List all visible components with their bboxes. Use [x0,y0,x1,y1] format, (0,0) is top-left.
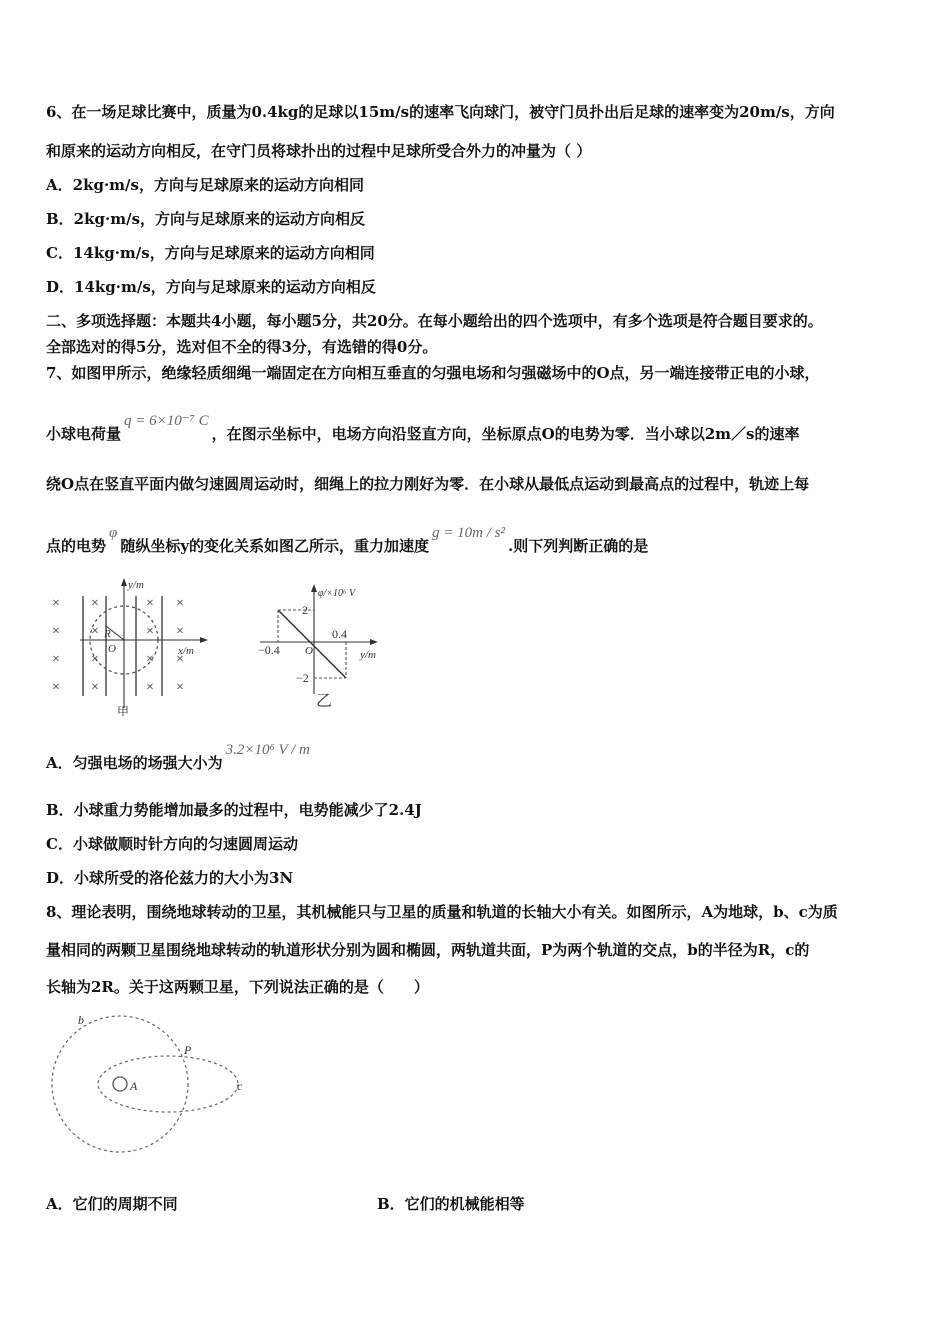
q6-option-d: D．14kg·m/s，方向与足球原来的运动方向相反 [46,278,376,296]
b-field-cross: × [52,680,60,695]
orbit-c-ellipse [98,1056,238,1112]
b-field-cross: × [52,596,60,611]
potential-line [278,610,346,678]
field-strength-formula: 3.2×10⁶ V / m [225,742,310,758]
q7-option-c: C．小球做顺时针方向的匀速圆周运动 [46,835,298,853]
b-field-cross: × [52,624,60,639]
g-formula: g = 10m / s² [432,525,506,541]
y-axis-label: y/m [128,579,144,591]
q8-stem-line-2: 量相同的两颗卫星围绕地球转动的轨道形状分别为圆和椭圆，两轨道共面，P为两个轨道的交点，b的半径为R，c的 [46,941,810,959]
q7-stem-line-4 [46,525,649,556]
q7-stem-4a: 点的电势 [46,537,107,555]
b-field-cross: × [176,652,184,667]
earth-a [113,1077,127,1091]
figure-yi [252,582,402,712]
q7-stem-2a: 小球电荷量 [46,425,122,443]
figure-jia [40,576,220,716]
tick-0.4: 0.4 [332,627,347,641]
q7-option-b: B．小球重力势能增加最多的过程中，电势能减少了2.4J [46,801,422,819]
b-field-cross: × [146,624,154,639]
origin-label: O [108,643,116,655]
orbit-b-circle [52,1016,188,1152]
b-field-cross: × [176,624,184,639]
q8-option-b: B．它们的机械能相等 [377,1195,525,1213]
b-field-cross: × [52,652,60,667]
b-field-cross: × [176,680,184,695]
q7-stem-4b: 随纵坐标y的变化关系如图乙所示，重力加速度 [120,537,430,555]
q6-stem-line-2: 和原来的运动方向相反，在守门员将球扑出的过程中足球所受合外力的冲量为（ ） [46,142,592,160]
section2-line-1: 二、多项选择题：本题共4小题，每小题5分，共20分。在每小题给出的四个选项中，有多个选项是符合题目要求的。 [46,312,823,330]
q6-option-a: A．2kg·m/s，方向与足球原来的运动方向相同 [46,176,364,194]
tick-neg2: −2 [296,671,309,685]
q6-option-c: C．14kg·m/s，方向与足球原来的运动方向相同 [46,244,375,262]
b-field-cross: × [91,596,99,611]
label-b: b [78,1013,84,1027]
b-field-cross: × [146,596,154,611]
q8-stem-line-3: 长轴为2R。关于这两颗卫星，下列说法正确的是（ ） [46,978,429,996]
b-field-cross: × [146,680,154,695]
x-axis-arrow [200,637,208,643]
label-c: c [237,1079,243,1093]
figure-jia-caption: 甲 [117,705,130,716]
b-field-cross: × [91,624,99,639]
section2-line-2: 全部选对的得5分，选对但不全的得3分，有选错的得0分。 [46,338,438,356]
b-field-cross: × [91,680,99,695]
x-axis-label: x/m [178,645,194,657]
label-p: P [184,1043,192,1057]
charge-formula: q = 6×10⁻⁷ C [124,413,209,429]
y-axis-label: y/m [360,649,376,661]
tick-2: 2 [302,603,308,617]
b-field-cross: × [146,652,154,667]
q8-option-a: A．它们的周期不同 [46,1195,178,1213]
q6-stem-line-1: 6、在一场足球比赛中，质量为0.4kg的足球以15m/s的速率飞向球门，被守门员扑出后足球的速率变为20m/s，方向 [46,103,835,121]
radius-label: R [104,628,111,640]
b-field-cross: × [176,596,184,611]
y-axis-arrow [370,639,378,645]
b-field-cross: × [91,652,99,667]
q7-option-d: D．小球所受的洛伦兹力的大小为3N [46,869,294,887]
q6-option-b: B．2kg·m/s，方向与足球原来的运动方向相反 [46,210,366,228]
q8-stem-line-1: 8、理论表明，围绕地球转动的卫星，其机械能只与卫星的质量和轨道的长轴大小有关。如图所示，A为地球，b、c为质 [46,903,838,921]
q7-option-a-text: A．匀强电场的场强大小为 [46,754,223,772]
phi-axis-arrow [311,584,317,592]
label-a: A [130,1079,138,1093]
q7-stem-line-2 [46,413,800,444]
phi-symbol: φ [109,525,118,541]
tick-neg0.4: −0.4 [258,643,280,657]
q7-stem-line-3: 绕O点在竖直平面内做匀速圆周运动时，细绳上的拉力刚好为零．在小球从最低点运动到最高点的过程中，轨迹上每 [46,475,810,493]
q7-stem-4c: .则下列判断正确的是 [508,537,649,555]
phi-axis-label: φ/×10⁶ V [318,588,356,599]
y-axis-arrow [121,578,127,586]
orbit-figure [46,1010,266,1160]
origin-label: O [305,645,313,657]
q7-stem-2b: ，在图示坐标中，电场方向沿竖直方向，坐标原点O的电势为零．当小球以2m／s的速率 [211,425,800,443]
q7-stem-line-1: 7、如图甲所示，绝缘轻质细绳一端固定在方向相互垂直的匀强电场和匀强磁场中的O点，另一端连接带正电的小球， [46,364,820,382]
q7-option-a [46,742,313,773]
figure-yi-caption: 乙 [316,693,333,710]
